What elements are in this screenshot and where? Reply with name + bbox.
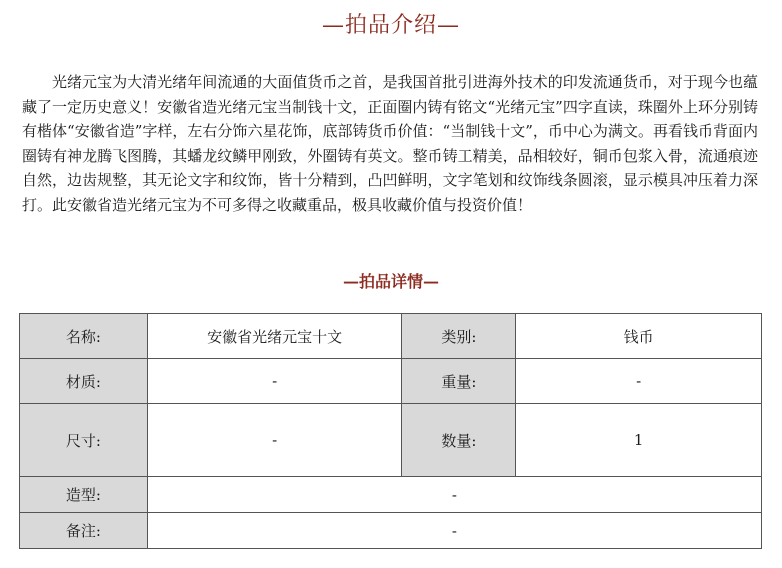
- remark-label: 备注:: [20, 513, 148, 549]
- table-row: [20, 513, 762, 549]
- category-value: 钱币: [516, 314, 762, 359]
- name-value: 安徽省光绪元宝十文: [147, 314, 402, 359]
- name-label: 名称:: [20, 314, 148, 359]
- size-value: -: [147, 404, 402, 477]
- material-label: 材质:: [20, 359, 148, 404]
- section-title: —拍品介绍—: [321, 13, 460, 38]
- table-row: [20, 314, 762, 359]
- material-value: -: [147, 359, 402, 404]
- details-title: —拍品详情—: [342, 272, 439, 291]
- weight-value: -: [516, 359, 762, 404]
- shape-value: -: [147, 477, 761, 513]
- category-label: 类别:: [402, 314, 516, 359]
- weight-label: 重量:: [402, 359, 516, 404]
- table-row: [20, 477, 762, 513]
- shape-label: 造型:: [20, 477, 148, 513]
- quantity-label: 数量:: [402, 404, 516, 477]
- table-row: [20, 359, 762, 404]
- size-label: 尺寸:: [20, 404, 148, 477]
- remark-value: -: [147, 513, 761, 549]
- table-row: [20, 404, 762, 477]
- item-description: 光绪元宝为大清光绪年间流通的大面值货币之首，是我国首批引进海外技术的印发流通货币，对于现今也蕴藏了一定历史意义！安徽省造光绪元宝当制钱十文，正面圈内铸有铭文“光绪元宝”四字直读，珠圈外上环分别铸有楷体“安徽省造”字样，左右分饰六星花饰，底部铸货币价值：“当制钱十文”，币中心为满文。再看钱币背面内圈铸有神龙腾飞图腾，其蟠龙纹鳞甲刚致，外圈铸有英文。整币铸工精美，品相较好，铜币包浆入骨，流通痕迹自然，边齿规整，其无论文字和纹饰，皆十分精到，凸凹鲜明，文字笔划和纹饰线条圆滚，显示模具冲压着力深打。此安徽省造光绪元宝为不可多得之收藏重品，极具收藏价值与投资价值！: [22, 73, 758, 214]
- quantity-value: 1: [516, 404, 762, 477]
- details-table: [19, 313, 762, 549]
